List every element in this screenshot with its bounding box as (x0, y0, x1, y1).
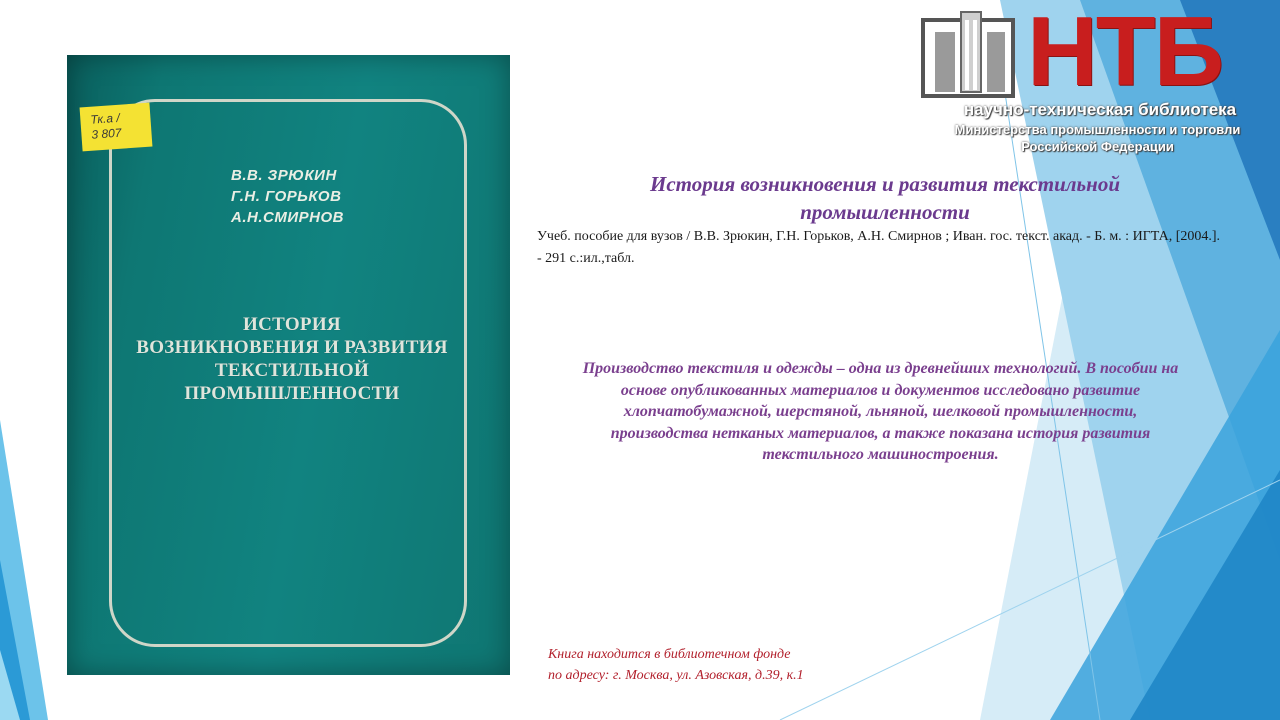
book-title: История возникновения и развития текстильной промышленности (649, 172, 1120, 224)
sticker-line: Тк.а / (89, 110, 121, 127)
book-annotation: Производство текстиля и одежды – одна из древнейших технологий. В пособии на основе опубликованных материалов и документов исследовано развитие хлопчатобумажной, шерстяной, льняной, шелковой промышленности, производства нетканых материалов, а также показана история развития текстильного машиностроения. (582, 360, 1179, 463)
ntb-logo (915, 0, 1280, 160)
cover-title-line: ИСТОРИЯ (243, 314, 341, 335)
logo-letters: НТБ (1027, 0, 1223, 106)
cover-title (119, 313, 465, 405)
cover-title-line: ВОЗНИКНОВЕНИЯ И РАЗВИТИЯ (136, 337, 448, 358)
bibliographic-description: Учеб. пособие для вузов / В.В. Зрюкин, Г.Н. Горьков, А.Н. Смирнов ; Иван. гос. текст. акад. - Б. м. : ИГТА, [2004.]. - 291 с.:ил.,табл. (537, 229, 1221, 266)
cover-authors (231, 165, 344, 228)
book-location (548, 644, 868, 686)
book-cover (67, 55, 510, 675)
building-icon (921, 6, 1017, 98)
sticker-line: 3 807 (90, 125, 122, 142)
cover-author: А.Н.СМИРНОВ (231, 209, 344, 226)
cover-author: Г.Н. ГОРЬКОВ (231, 188, 342, 205)
cover-author: В.В. ЗРЮКИН (231, 167, 337, 184)
cover-title-line: ПРОМЫШЛЕННОСТИ (184, 383, 400, 404)
logo-country: Российской Федерации (1021, 139, 1174, 154)
logo-subtitle: научно-техническая библиотека (963, 100, 1237, 119)
library-sticker (80, 103, 153, 152)
cover-title-line: ТЕКСТИЛЬНОЙ (214, 360, 370, 381)
logo-ministry: Министерства промышленности и торговли (954, 122, 1241, 137)
location-line: Книга находится в библиотечном фонде (548, 647, 791, 662)
location-line: по адресу: г. Москва, ул. Азовская, д.39, к.1 (548, 668, 804, 683)
